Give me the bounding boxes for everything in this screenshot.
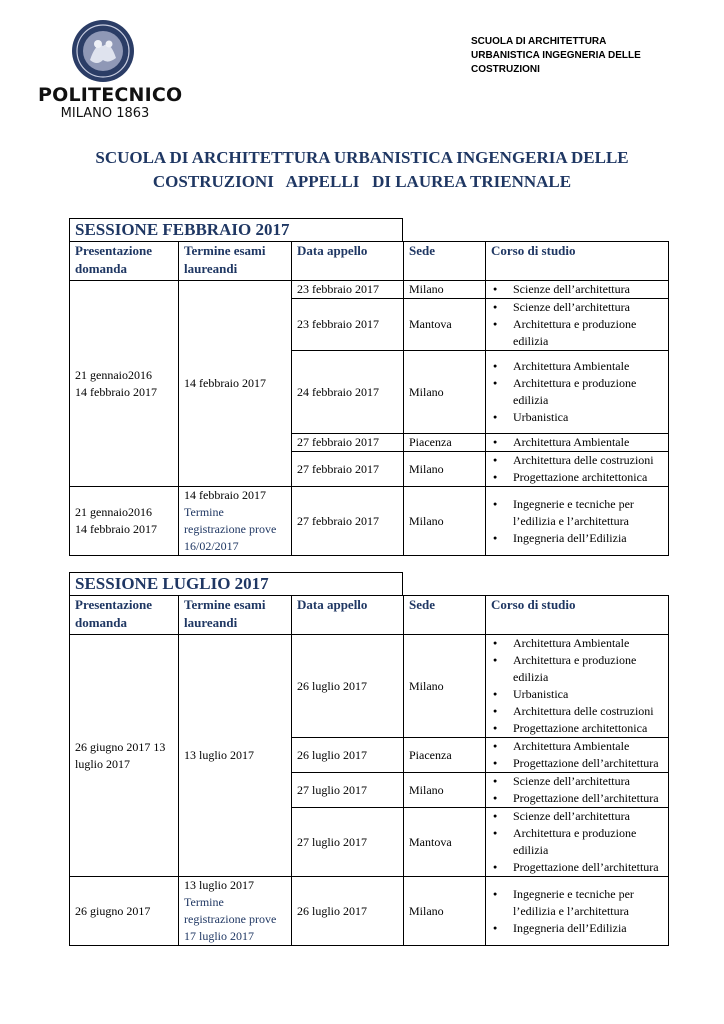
corso-item: ● Architettura Ambientale <box>491 635 663 652</box>
table-header-row <box>70 242 669 281</box>
presentazione-cell <box>70 487 179 556</box>
logo-subtitle: MILANO 1863 <box>60 106 150 121</box>
sede-cell: Mantova <box>404 299 486 351</box>
document-title <box>60 146 664 194</box>
session-febbraio-title: SESSIONE FEBBRAIO 2017 <box>69 218 403 241</box>
corso-item: ● Ingegneria dell’Edilizia <box>491 920 663 937</box>
politecnico-logo <box>0 0 185 135</box>
corso-item: ● Architettura e produzione edilizia <box>491 652 663 686</box>
presentazione-cell <box>70 281 179 487</box>
col-sede: Sede <box>404 596 486 635</box>
presentazione-line: 14 febbraio 2017 <box>75 384 157 399</box>
corso-item: ● Architettura Ambientale <box>491 434 663 451</box>
col-corso: Corso di studio <box>486 242 669 281</box>
presentazione-line: luglio 2017 <box>75 756 131 771</box>
col-termine: Termine esami laureandi <box>179 242 292 281</box>
col-data: Data appello <box>292 596 404 635</box>
corso-item: ● Architettura e produzione edilizia <box>491 375 663 409</box>
sede-cell: Milano <box>404 452 486 487</box>
corso-item: ● Ingegnerie e tecniche per l’edilizia e l’architettura <box>491 886 663 920</box>
sede-cell: Piacenza <box>404 434 486 452</box>
document-title-line: SCUOLA DI ARCHITETTURA URBANISTICA INGENGERIA DELLE <box>95 148 629 167</box>
col-corso: Corso di studio <box>486 596 669 635</box>
presentazione-line: 21 gennaio2016 <box>75 367 152 382</box>
termine-cell <box>179 487 292 556</box>
sede-cell: Milano <box>404 281 486 299</box>
data-cell: 23 febbraio 2017 <box>292 281 404 299</box>
corso-item: ● Architettura Ambientale <box>491 358 663 375</box>
sede-cell: Piacenza <box>404 738 486 773</box>
corso-item: ● Progettazione dell’architettura <box>491 859 663 876</box>
data-cell: 27 febbraio 2017 <box>292 452 404 487</box>
corso-cell <box>486 738 669 773</box>
table-row <box>70 487 669 556</box>
corso-item: ● Scienze dell’architettura <box>491 281 663 298</box>
data-cell: 26 luglio 2017 <box>292 738 404 773</box>
data-cell: 24 febbraio 2017 <box>292 351 404 434</box>
corso-item: ● Scienze dell’architettura <box>491 299 663 316</box>
termine-note: Termine <box>184 895 224 909</box>
table-row <box>70 281 669 299</box>
corso-cell <box>486 452 669 487</box>
data-cell: 27 febbraio 2017 <box>292 487 404 556</box>
table-row <box>70 877 669 946</box>
presentazione-line: 14 febbraio 2017 <box>75 522 157 536</box>
col-presentazione: Presentazione domanda <box>70 242 179 281</box>
termine-cell: 13 luglio 2017 <box>179 635 292 877</box>
corso-cell <box>486 808 669 877</box>
col-termine: Termine esami laureandi <box>179 596 292 635</box>
data-cell: 26 luglio 2017 <box>292 635 404 738</box>
termine-note: Termine <box>184 505 224 519</box>
corso-cell <box>486 434 669 452</box>
corso-item: ● Progettazione architettonica <box>491 469 663 486</box>
corso-item: ● Architettura delle costruzioni <box>491 703 663 720</box>
corso-item: ● Architettura delle costruzioni <box>491 452 663 469</box>
school-header <box>471 35 701 77</box>
table-row <box>70 635 669 738</box>
corso-cell <box>486 635 669 738</box>
data-cell: 23 febbraio 2017 <box>292 299 404 351</box>
sede-cell: Mantova <box>404 808 486 877</box>
col-data: Data appello <box>292 242 404 281</box>
corso-item: ● Scienze dell’architettura <box>491 808 663 825</box>
sede-cell: Milano <box>404 351 486 434</box>
seal-icon <box>72 20 134 82</box>
presentazione-cell <box>70 635 179 877</box>
data-cell: 27 febbraio 2017 <box>292 434 404 452</box>
presentazione-line: 21 gennaio2016 <box>75 505 152 519</box>
termine-note: registrazione prove <box>184 522 277 536</box>
document-title-line: COSTRUZIONI APPELLI DI LAUREA TRIENNALE <box>152 172 572 191</box>
data-cell: 27 luglio 2017 <box>292 808 404 877</box>
presentazione-line: 26 giugno 2017 <box>75 903 151 918</box>
corso-cell <box>486 773 669 808</box>
school-header-line: COSTRUZIONI <box>471 64 540 75</box>
corso-item: ● Progettazione dell’architettura <box>491 755 663 772</box>
corso-item: ● Architettura Ambientale <box>491 738 663 755</box>
table-header-row <box>70 596 669 635</box>
corso-item: ● Urbanistica <box>491 686 663 703</box>
corso-item: ● Ingegnerie e tecniche per l’edilizia e l’architettura <box>491 496 663 530</box>
termine-date: 13 luglio 2017 <box>184 878 255 892</box>
termine-cell <box>179 877 292 946</box>
col-presentazione: Presentazione domanda <box>70 596 179 635</box>
corso-cell <box>486 281 669 299</box>
corso-item: ● Architettura e produzione edilizia <box>491 825 663 859</box>
termine-cell: 14 febbraio 2017 <box>179 281 292 487</box>
corso-item: ● Architettura e produzione edilizia <box>491 316 663 350</box>
sede-cell: Milano <box>404 773 486 808</box>
sede-cell: Milano <box>404 635 486 738</box>
school-header-line: URBANISTICA INGEGNERIA DELLE <box>471 50 641 61</box>
logo-name: POLITECNICO <box>38 84 183 106</box>
termine-date: 14 febbraio 2017 <box>184 488 266 502</box>
termine-note: registrazione prove <box>184 912 277 926</box>
session-luglio-title: SESSIONE LUGLIO 2017 <box>69 572 403 595</box>
corso-item: ● Scienze dell’architettura <box>491 773 663 790</box>
corso-item: ● Ingegneria dell’Edilizia <box>491 530 663 547</box>
corso-item: ● Progettazione dell’architettura <box>491 790 663 807</box>
data-cell: 27 luglio 2017 <box>292 773 404 808</box>
termine-note: 17 luglio 2017 <box>184 929 255 943</box>
corso-cell <box>486 877 669 946</box>
session-febbraio-table <box>69 241 669 556</box>
corso-item: ● Progettazione architettonica <box>491 720 663 737</box>
presentazione-line: 26 giugno 2017 13 <box>75 739 166 754</box>
corso-cell <box>486 299 669 351</box>
corso-cell <box>486 351 669 434</box>
corso-cell <box>486 487 669 556</box>
corso-item: ● Urbanistica <box>491 409 663 426</box>
session-luglio-table <box>69 595 669 946</box>
sede-cell: Milano <box>404 877 486 946</box>
presentazione-cell <box>70 877 179 946</box>
school-header-line: SCUOLA DI ARCHITETTURA <box>471 36 607 47</box>
col-sede: Sede <box>404 242 486 281</box>
data-cell: 26 luglio 2017 <box>292 877 404 946</box>
termine-note: 16/02/2017 <box>184 539 239 553</box>
sede-cell: Milano <box>404 487 486 556</box>
